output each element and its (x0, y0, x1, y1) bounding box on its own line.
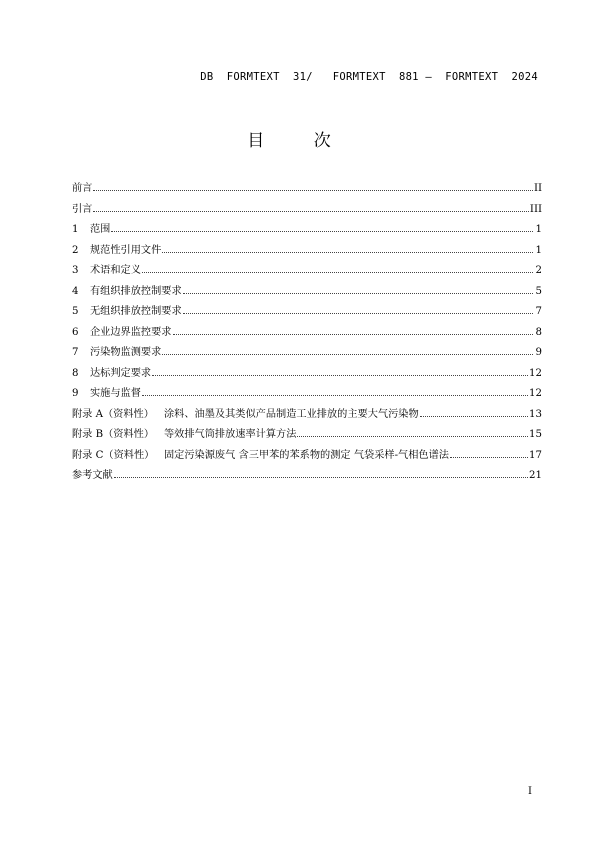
toc-label: 实施与监督 (90, 388, 141, 399)
toc-entry-1[interactable] (72, 219, 542, 240)
toc-label: 涂料、油墨及其类似产品制造工业排放的主要大气污染物 (164, 408, 419, 420)
toc-number: 9 (72, 388, 79, 399)
toc-page-number: 8 (535, 326, 542, 338)
dot-leader (142, 383, 528, 396)
toc-entry-5[interactable] (72, 301, 542, 322)
dot-leader (93, 199, 529, 212)
toc-page-number: 9 (535, 347, 542, 358)
toc-entry-8[interactable] (72, 363, 542, 384)
toc-page-number: 2 (535, 265, 542, 276)
toc-entry-7[interactable] (72, 342, 542, 363)
toc-label: 有组织排放控制要求 (90, 285, 182, 297)
toc-label: 范围 (90, 224, 111, 235)
toc-page-number: II (533, 183, 542, 194)
toc-label: 前言 (72, 183, 93, 194)
toc-appendix-number: 附录 B（资料性） (72, 429, 155, 440)
dot-leader (183, 281, 533, 294)
table-of-contents (72, 178, 542, 486)
toc-entry-2[interactable] (72, 240, 542, 261)
toc-number: 3 (72, 265, 79, 276)
footer-page-number: I (528, 786, 532, 797)
dot-leader (450, 445, 528, 458)
document-header: DB FORMTEXT 31/ FORMTEXT 881 — FORMTEXT 2024 (200, 71, 538, 83)
toc-page-number: 5 (535, 285, 542, 297)
dot-leader (183, 301, 533, 314)
toc-entry-appendix-c[interactable] (72, 445, 542, 466)
toc-number: 1 (72, 224, 79, 235)
toc-page-number: III (529, 203, 542, 215)
toc-page-number: 21 (529, 470, 542, 481)
toc-entry-appendix-b[interactable] (72, 424, 542, 445)
toc-page-number: 13 (529, 408, 542, 420)
toc-label: 达标判定要求 (90, 367, 152, 379)
toc-label: 引言 (72, 203, 93, 215)
toc-page-number: 1 (535, 244, 542, 256)
dot-leader (162, 342, 533, 355)
page-title: 目 次 (247, 131, 353, 151)
toc-number: 8 (72, 367, 79, 379)
dot-leader (93, 178, 533, 191)
dot-leader (162, 240, 533, 253)
toc-entry-appendix-a[interactable] (72, 404, 542, 425)
toc-label: 规范性引用文件 (90, 244, 162, 256)
toc-page-number: 7 (535, 306, 542, 317)
toc-label: 污染物监测要求 (90, 347, 162, 358)
dot-leader (152, 363, 528, 376)
toc-number: 5 (72, 306, 79, 317)
toc-number: 6 (72, 326, 79, 338)
toc-entry-4[interactable] (72, 281, 542, 302)
toc-number: 2 (72, 244, 79, 256)
toc-label: 术语和定义 (90, 265, 141, 276)
dot-leader (142, 260, 533, 273)
toc-entry-references[interactable] (72, 465, 542, 486)
toc-page-number: 1 (535, 224, 542, 235)
toc-entry-6[interactable] (72, 322, 542, 343)
toc-page-number: 15 (529, 429, 542, 440)
toc-appendix-number: 附录 C（资料性） (72, 449, 155, 461)
toc-page-number: 12 (529, 388, 542, 399)
toc-label: 等效排气筒排放速率计算方法 (164, 429, 297, 440)
toc-entry-foreword[interactable] (72, 178, 542, 199)
dot-leader (111, 219, 533, 232)
toc-page-number: 12 (529, 367, 542, 379)
toc-label: 无组织排放控制要求 (90, 306, 182, 317)
dot-leader (297, 424, 528, 437)
toc-number: 4 (72, 285, 79, 297)
toc-label: 固定污染源废气 含三甲苯的苯系物的测定 气袋采样-气相色谱法 (164, 449, 449, 461)
dot-leader (114, 465, 528, 478)
toc-appendix-number: 附录 A（资料性） (72, 408, 154, 420)
toc-entry-3[interactable] (72, 260, 542, 281)
toc-entry-9[interactable] (72, 383, 542, 404)
dot-leader (173, 322, 534, 335)
toc-number: 7 (72, 347, 79, 358)
toc-label: 参考文献 (72, 470, 113, 481)
dot-leader (420, 404, 528, 417)
toc-label: 企业边界监控要求 (90, 326, 172, 338)
toc-entry-introduction[interactable] (72, 199, 542, 220)
toc-page-number: 17 (529, 449, 542, 461)
